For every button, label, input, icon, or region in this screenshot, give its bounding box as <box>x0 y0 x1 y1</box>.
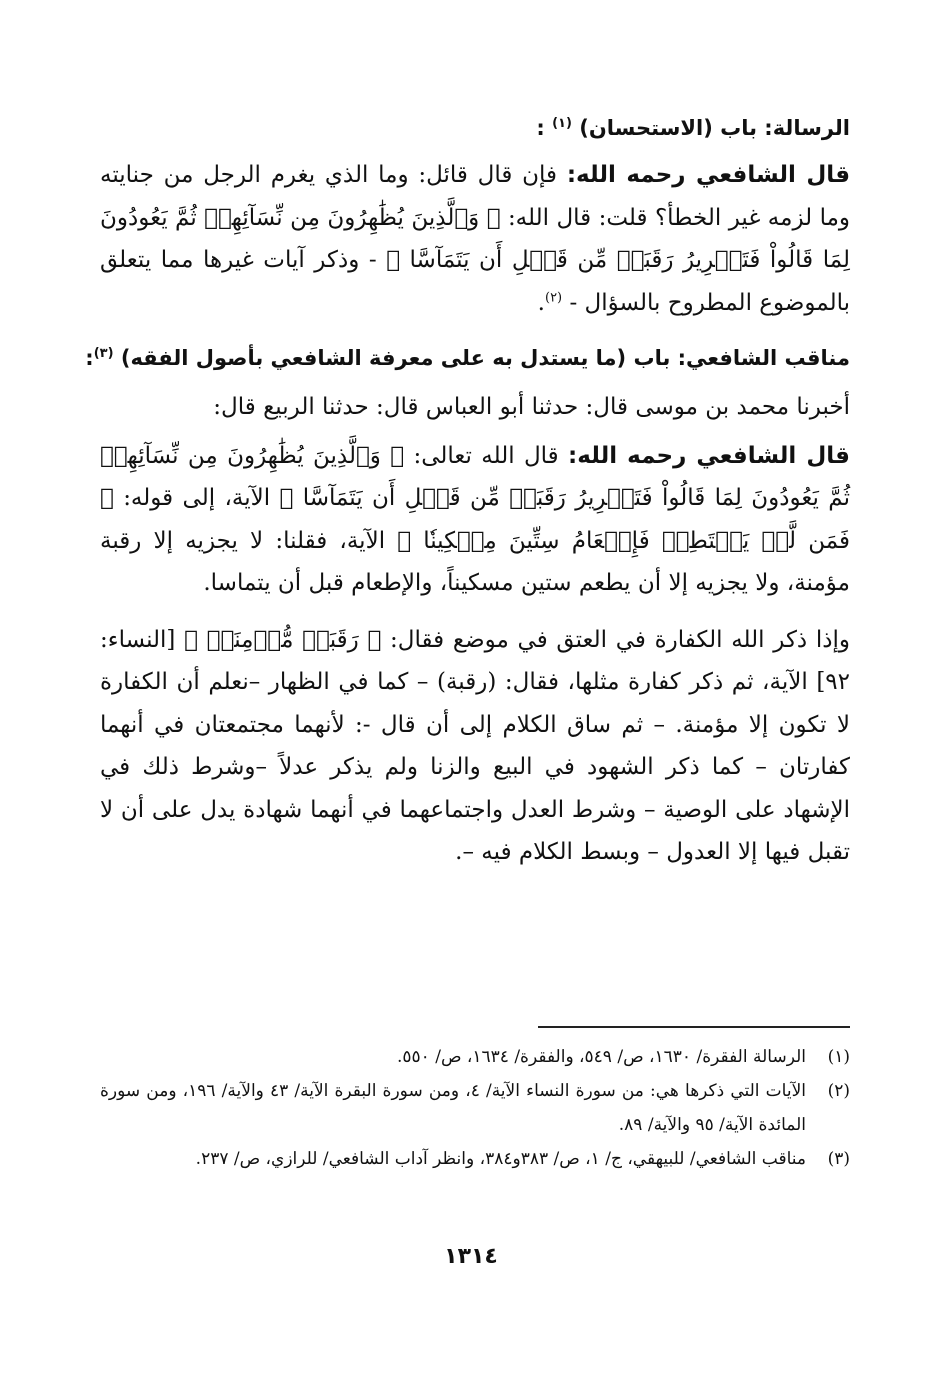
paragraph-risala <box>100 154 850 324</box>
footnote-number: (١) <box>827 1047 850 1067</box>
footnote-text: مناقب الشافعي/ للبيهقي، ج/ ١، ص/ ٣٨٣و٣٨٤، وانظر آداب الشافعي/ للرازي، ص/ ٢٣٧. <box>195 1149 806 1169</box>
footnote-ref-2[interactable]: (٢) <box>544 289 563 305</box>
paragraph-text: وإذا ذكر الله الكفارة في العتق في موضع فقال: <box>390 626 851 653</box>
page-number: ١٣١٤ <box>444 1244 498 1269</box>
speaker-lead: قال الشافعي رحمه الله: <box>568 442 850 469</box>
footnote-text: الآيات التي ذكرها هي: من سورة النساء الآية/ ٤، ومن سورة البقرة الآية/ ٤٣ والآية/ ١٩٦، ومن سورة المائدة الآية/ ٩٥ والآية/ ٨٩. <box>100 1081 806 1135</box>
section-heading-istihsan <box>100 108 850 148</box>
footnote-divider <box>538 1026 850 1028</box>
footnotes <box>100 1040 850 1176</box>
page-body <box>85 108 851 874</box>
paragraph-text: أخبرنا محمد بن موسى قال: حدثنا أبو العباس قال: حدثنا الربيع قال: <box>213 394 850 420</box>
section-heading-manaqib <box>85 338 850 378</box>
heading-colon: : <box>85 346 94 370</box>
paragraph-kaffara <box>100 619 850 874</box>
paragraph-text: - وذكر آيات غيرها مما يتعلق بالموضوع المطروح بالسؤال - <box>100 247 850 316</box>
paragraph-shafii-quote <box>100 435 850 605</box>
paragraph-text: فإن قال قائل: وما الذي يغرم الرجل من جنايته وما لزمه غير الخطأ؟ قلت: قال الله: <box>100 162 850 231</box>
footnote-number: (٣) <box>827 1149 850 1169</box>
quran-citation: [النساء: ٩٢] <box>100 626 851 695</box>
paragraph-end: . <box>537 289 545 316</box>
paragraph-text: الآية، ثم ذكر كفارة مثلها، فقال: (رقبة) – كما في الظهار –نعلم أن الكفارة لا تكون إلا مؤمنة. – ثم ساق الكلام إلى أن قال -: لأنهما مجتمعتان في أنهما كفارتان – كما ذكر الشهود في البيع والزنا ولم يذكر عدلاً –وشرط ذلك في الإشهاد على الوصية – وشرط العدل واجتماعهما في أنهما شهادة يدل على أن لا تقبل فيها إلا العدول – وبسط الكلام فيه –. <box>100 669 850 865</box>
speaker-lead: قال الشافعي رحمه الله: <box>566 162 851 188</box>
quran-verse: ﴿ رَقَبَةٖ مُّؤۡمِنَةٖ ﴾ <box>184 626 382 653</box>
quran-verse: ﴿ وَٱلَّذِينَ يُظَٰهِرُونَ مِن نِّسَآئِهِمۡ ثُمَّ يَعُودُونَ لِمَا قَالُواْ فَتَحۡرِيرُ رَقَبَةٖ مِّن قَبۡلِ أَن يَتَمَآسَّا ﴾ <box>100 442 850 511</box>
footnote-item <box>100 1040 850 1074</box>
paragraph-text: الآية، إلى قوله: <box>123 485 271 511</box>
paragraph-text: قال الله تعالى: <box>413 442 559 469</box>
footnote-ref-1[interactable]: (١) <box>552 116 572 131</box>
heading-colon: : <box>536 116 545 140</box>
footnote-ref-3[interactable]: (٣) <box>93 346 114 361</box>
paragraph-text: الآية، فقلنا: لا يجزيه إلا رقبة مؤمنة، ولا يجزيه إلا أن يطعم ستين مسكيناً، والإطعام قبل أن يتماسا. <box>100 527 850 596</box>
footnote-item <box>100 1142 850 1176</box>
quran-verse: ﴿ وَٱلَّذِينَ يُظَٰهِرُونَ مِن نِّسَآئِهِمۡ ثُمَّ يَعُودُونَ لِمَا قَالُواْ فَتَحۡرِيرُ رَقَبَةٖ مِّن قَبۡلِ أَن يَتَمَآسَّا ﴾ <box>100 204 851 273</box>
heading-text: الرسالة: باب (الاستحسان) <box>579 116 850 140</box>
footnote-item <box>100 1074 850 1142</box>
heading-text: مناقب الشافعي: باب (ما يستدل به على معرفة الشافعي بأصول الفقه) <box>120 346 850 370</box>
footnote-text: الرسالة الفقرة/ ١٦٣٠، ص/ ٥٤٩، والفقرة/ ١٦٣٤، ص/ ٥٥٠. <box>397 1047 806 1067</box>
footnote-number: (٢) <box>827 1081 850 1101</box>
quran-verse: ﴿ فَمَن لَّمۡ يَسۡتَطِعۡ فَإِطۡعَامُ سِتِّينَ مِسۡكِينٗا ﴾ <box>100 485 851 554</box>
paragraph-isnad <box>100 386 850 429</box>
